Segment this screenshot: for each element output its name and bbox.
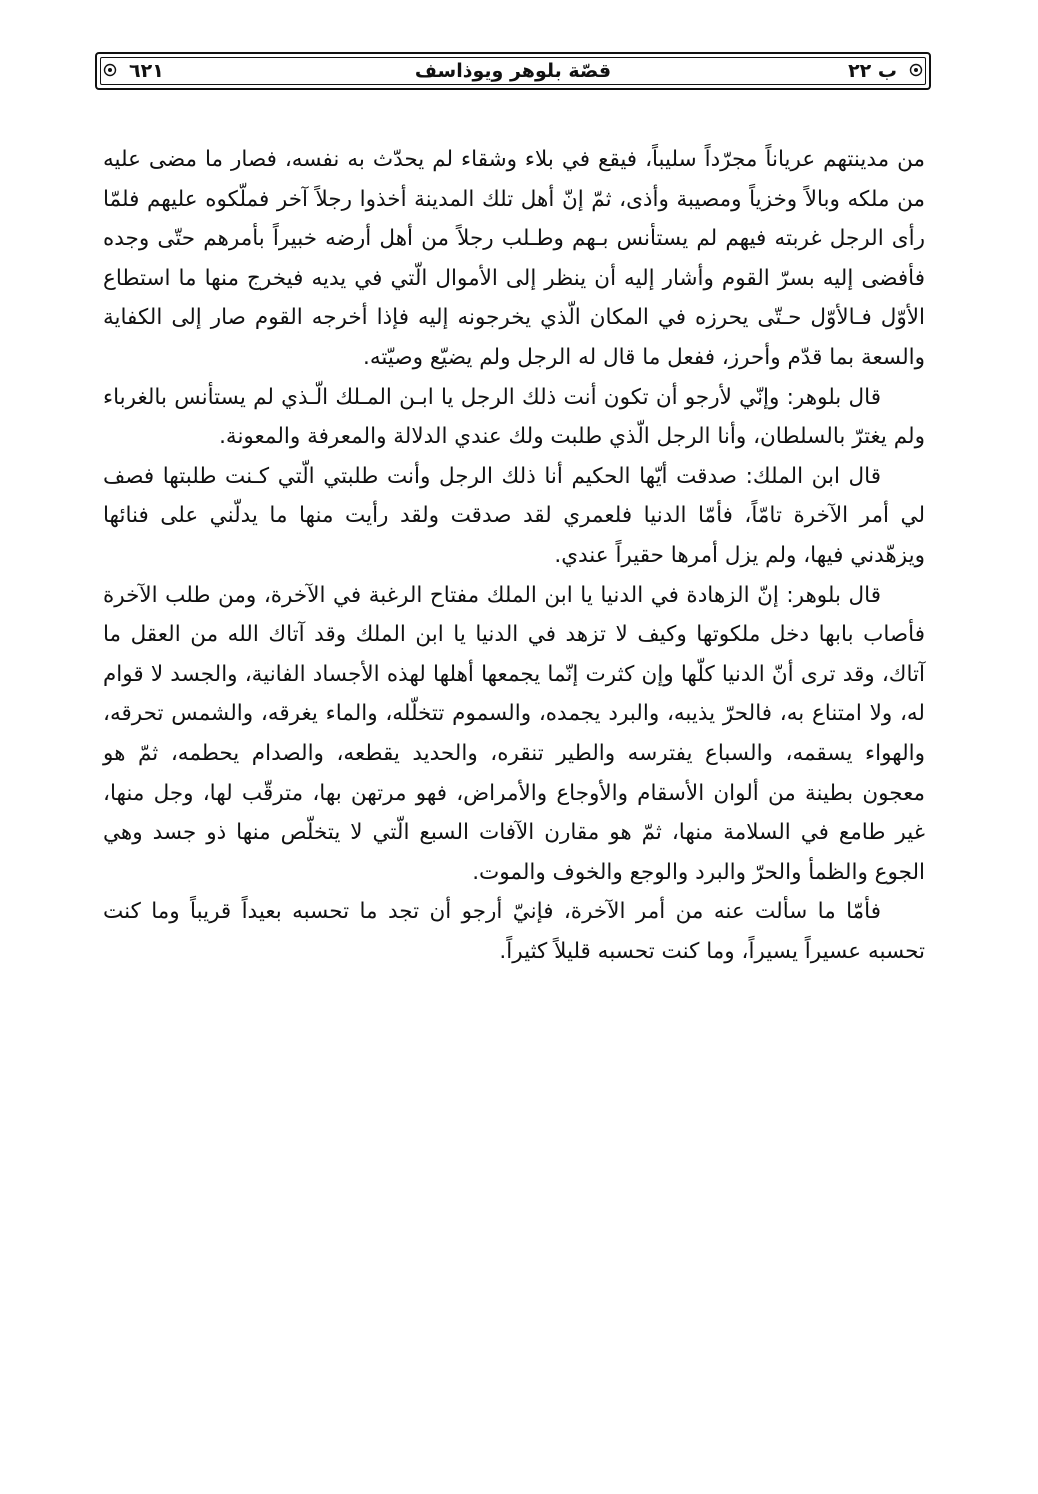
paragraph: قال ابن الملك: صدقت أيّها الحكيم أنا ذلك الرجل وأنت طلبتي الّتي كـنت طلبتها فصف لي أمر الآخرة تامّاً، فأمّا الدنيا فلعمري لقد صدقت ولقد رأيت منها ما يدلّني على فنائها ويزهّدني فيها، ولم يزل أمرها حقيراً عندي. bbox=[103, 463, 925, 568]
running-header bbox=[95, 52, 931, 90]
paragraph: قال بلوهر: وإنّي لأرجو أن تكون أنت ذلك الرجل يا ابـن المـلك الّـذي لم يستأنس بالغرباء ولم يغترّ بالسلطان، وأنا الرجل الّذي طلبت ولك عندي الدلالة والمعرفة والمعونة. bbox=[103, 384, 925, 450]
paragraph: من مدينتهم عرياناً مجرّداً سليباً، فيقع في بلاء وشقاء لم يحدّث به نفسه، فصار ما مضى عليه من ملكه وبالاً وخزياً ومصيبة وأذى، ثمّ إنّ أهل تلك المدينة أخذوا رجلاً آخر فملّكوه عليهم فلمّا رأى الرجل غربته فيهم لم يستأنس بـهم وطـلب رجلاً من أهل أرضه خبيراً بأمرهم حتّى وجده فأفضى إليه بسرّ القوم وأشار إليه أن ينظر إلى الأموال الّتي في يديه فيخرج منها ما استطاع الأوّل فـالأوّل حـتّى يحرزه في المكان الّذي يخرجونه إليه فإذا أخرجه القوم صار إلى الكفاية والسعة بما قدّم وأحرز، ففعل ما قال له الرجل ولم يضيّع وصيّته. bbox=[103, 147, 925, 370]
paragraph: فأمّا ما سألت عنه من أمر الآخرة، فإنيّ أرجو أن تجد ما تحسبه بعيداً قريباً وما كنت تحسبه عسيراً يسيراً، وما كنت تحسبه قليلاً كثيراً. bbox=[103, 899, 925, 964]
header-ornament-icon bbox=[103, 63, 117, 77]
body-text bbox=[103, 140, 925, 971]
running-title: قصّة بلوهر ويوذاسف bbox=[414, 60, 612, 82]
chapter-label: ب ٢٢ bbox=[848, 60, 897, 82]
page-number: ٦٢١ bbox=[129, 60, 164, 82]
paragraph: قال بلوهر: إنّ الزهادة في الدنيا يا ابن الملك مفتاح الرغبة في الآخرة، ومن طلب الآخرة فأصاب بابها دخل ملكوتها وكيف لا تزهد في الدنيا يا ابن الملك وقد آتاك الله من العقل ما آتاك، وقد ترى أنّ الدنيا كلّها وإن كثرت إنّما يجمعها أهلها لهذه الأجساد الفانية، والجسد لا قوام له، ولا امتناع به، فالحرّ يذيبه، والبرد يجمده، والسموم تتخلّله، والماء يغرقه، والشمس تحرقه، والهواء يسقمه، والسباع يفترسه والطير تنقره، والحديد يقطعه، والصدام يحطمه، ثمّ هو معجون بطينة من ألوان الأسقام والأوجاع والأمراض، فهو مرتهن بها، مترقّب لها، وجل منها، غير طامع في السلامة منها، ثمّ هو مقارن الآفات السبع الّتي لا يتخلّص منها ذو جسد وهي الجوع والظمأ والحرّ والبرد والوجع والخوف والموت. bbox=[103, 582, 925, 885]
